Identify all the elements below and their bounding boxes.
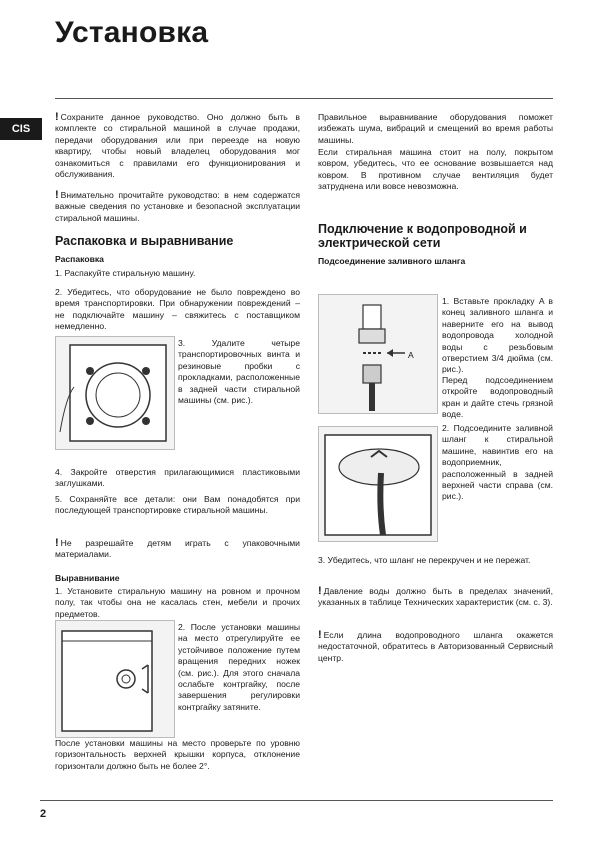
section-heading-unpacking-leveling: Распаковка и выравнивание (55, 234, 234, 248)
hose-step-1-note: Перед подсоединением откройте водопроводный кран и дайте стечь грязной воде. (442, 375, 553, 420)
notice-read-manual: ! Внимательно прочитайте руководство: в нем содержатся важные сведения по установке и безопасной эксплуатации стиральной машины. (55, 189, 300, 223)
step-3: 3. Удалите четыре транспортировочных винта и резиновые пробки с прокладками, расположенные в задней части стиральной машины (см. рис.). (178, 338, 300, 406)
hose-step-3: 3. Убедитесь, что шланг не перекручен и не пережат. (318, 555, 531, 565)
page-number: 2 (40, 808, 47, 820)
language-tab: CIS (0, 118, 42, 140)
warning-icon: ! (55, 189, 59, 201)
unpacking-heading: Распаковка (55, 254, 104, 264)
hose-step-2: 2. Подсоедините заливной шланг к стиральной машине, навинтив его на водоприемник, расположенный в задней верхней части справа (см. рис.). (442, 423, 553, 502)
step-1: 1. Распакуйте стиральную машину. (55, 268, 196, 278)
top-rule (55, 98, 553, 99)
figure-leveling-feet (55, 620, 175, 738)
notice-keep-manual: ! Сохраните данное руководство. Оно должно быть в комплекте со стиральной машиной в случае продажи, передачи оборудования или при переезде на новую квартиру, чтобы новый владелец оборудования мог ознакомиться с правилами его функционирования и обслуживания. (55, 111, 300, 180)
warning-hose-length: ! Если длина водопроводного шланга окажется недостаточной, обратитесь в Авторизованный Сервисный центр. (318, 629, 553, 663)
warning-icon: ! (318, 629, 322, 641)
level-after-note: После установки машины на место проверьте по уровню горизонтальность верхней крышки корпуса, отклонение горизонтали должно быть не более 2°. (55, 738, 300, 771)
warning-pressure: ! Давление воды должно быть в пределах значений, указанных в таблице Технических характеристик (см. с. 3). (318, 585, 553, 608)
level-step-1: 1. Установите стиральную машину на ровном и прочном полу, так чтобы она не касалась стен, мебели и прочих предметов. (55, 586, 300, 619)
page-title: Установка (55, 16, 209, 49)
step-2: 2. Убедитесь, что оборудование не было повреждено во время транспортировки. При обнаружении повреждений – не подключайте машину – свяжитесь с поставщиком немедленно. (55, 287, 300, 332)
warning-icon: ! (55, 537, 59, 549)
leveling-heading: Выравнивание (55, 573, 120, 583)
figure-transport-screws (55, 336, 175, 450)
hose-heading: Подсоединение заливного шланга (318, 256, 466, 266)
section-heading-connection: Подключение к водопроводной и электрической сети (318, 222, 527, 250)
warning-icon: ! (318, 585, 322, 597)
warning-icon: ! (55, 111, 59, 123)
level-step-2: 2. После установки машины на место отрегулируйте ее устойчивое положение путем вращения передних ножек (см. рис.). Для этого сначала ослабьте контргайку, после завершения регулировки контргайку затяните. (178, 622, 300, 712)
figure-hose-connect (318, 426, 438, 542)
hose-step-1: 1. Вставьте прокладку A в конец заливного шланга и наверните его на вывод водопровода холодной воды с резьбовым отверстием 3/4 дюйма (см. рис.). (442, 296, 553, 375)
bottom-rule (40, 800, 553, 801)
label-a: A (408, 350, 414, 360)
figure-hose-gasket (318, 294, 438, 414)
leveling-intro: Правильное выравнивание оборудования поможет избежать шума, вибраций и смещений во время работы машины. (318, 112, 553, 145)
step-4: 4. Закройте отверстия прилагающимися пластиковыми заглушками. (55, 467, 300, 489)
step-5: 5. Сохраняйте все детали: они Вам понадобятся при последующей транспортировке стиральной машины. (55, 494, 300, 516)
carpet-note: Если стиральная машина стоит на полу, покрытом ковром, убедитесь, что ее основание возвышается над ковром. В противном случае вентиляция будет затруднена или вовсе невозможна. (318, 147, 553, 192)
warning-children: ! Не разрешайте детям играть с упаковочными материалами. (55, 537, 300, 560)
